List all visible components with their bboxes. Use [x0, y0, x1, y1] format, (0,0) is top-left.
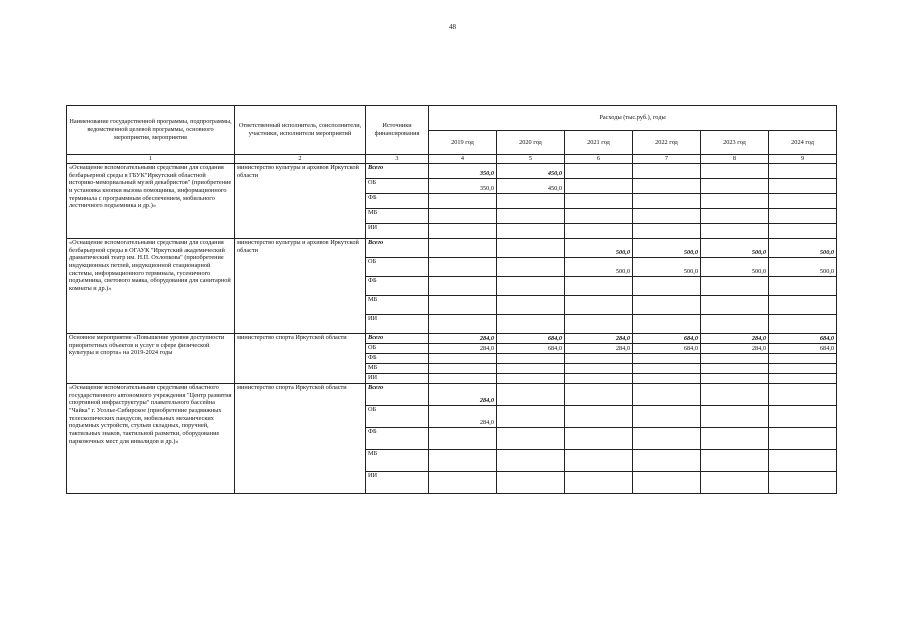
expense-value — [701, 450, 769, 472]
table-row — [67, 239, 837, 258]
expense-value: 284,0 — [701, 344, 769, 354]
expense-value — [565, 315, 633, 334]
activity-name: Основное мероприятие «Повышение уровня доступности приоритетных объектов и услуг в сфере физической культуры и спорта» на 2019-2024 годы — [67, 334, 235, 384]
expense-value: 284,0 — [565, 344, 633, 354]
expense-value — [497, 315, 565, 334]
funding-source: Всего — [366, 239, 429, 258]
expense-value — [633, 406, 701, 428]
funding-source: ФБ — [366, 428, 429, 450]
expense-value — [633, 179, 701, 194]
expense-value — [769, 164, 837, 179]
expense-value — [497, 239, 565, 258]
expense-value: 450,0 — [497, 164, 565, 179]
expense-value — [497, 374, 565, 384]
expense-value — [633, 354, 701, 364]
expense-value — [429, 296, 497, 315]
expense-value: 684,0 — [633, 334, 701, 344]
expense-value — [497, 194, 565, 209]
funding-source: ОБ — [366, 258, 429, 277]
header-expenses: Расходы (тыс.руб.), годы — [429, 106, 837, 131]
expense-value — [769, 277, 837, 296]
expense-value: 500,0 — [701, 258, 769, 277]
table-body — [67, 164, 837, 494]
responsible-executor: министерство культуры и архивов Иркутской области — [235, 239, 366, 334]
expense-value — [701, 364, 769, 374]
expense-value — [497, 296, 565, 315]
expense-value — [429, 428, 497, 450]
expense-value — [497, 277, 565, 296]
funding-source: ОБ — [366, 406, 429, 428]
column-number: 6 — [565, 155, 633, 164]
activity-name: «Оснащение вспомогательными средствами для создания безбарьерной среды в ОГАУК "Иркутский академический драматический театр им. Н.П. Охлопкова" (приобретение индукционных петлей, индукционной стационарной системы, информационного терминала, гусеничного подъемника, светового маяка, оборудования для санитарной комнаты и др.)» — [67, 239, 235, 334]
expense-value — [701, 209, 769, 224]
expense-value — [565, 194, 633, 209]
funding-source: ФБ — [366, 277, 429, 296]
column-number: 7 — [633, 155, 701, 164]
expense-value: 284,0 — [701, 334, 769, 344]
expense-value — [497, 364, 565, 374]
expense-value: 500,0 — [565, 258, 633, 277]
expense-value: 500,0 — [633, 258, 701, 277]
expense-value — [769, 354, 837, 364]
expense-value: 684,0 — [769, 334, 837, 344]
expense-value — [497, 428, 565, 450]
expense-value — [565, 224, 633, 239]
expense-value — [565, 374, 633, 384]
expense-value — [429, 315, 497, 334]
expense-value — [565, 428, 633, 450]
header-sources: Источники финансирования — [366, 106, 429, 155]
expense-value — [701, 354, 769, 364]
expense-value — [633, 194, 701, 209]
expense-value — [429, 277, 497, 296]
expense-value: 684,0 — [497, 344, 565, 354]
activity-name: «Оснащение вспомогательными средствами областного государственного автономного учреждения "Центр развития спортивной инфраструктуры" плавательного бассейна "Чайка" г. Усолье-Сибирское (приобретение раздвижных телескопических пандусов, мобильных механических подъемных устройств, стульев складных, поручней, тактильных знаков, тактильной разметки, оборудование парковочных мест для инвалидов и др.)» — [67, 384, 235, 494]
budget-table — [66, 105, 837, 494]
expense-value — [769, 374, 837, 384]
expense-value: 284,0 — [565, 334, 633, 344]
expense-value: 284,0 — [429, 406, 497, 428]
expense-value — [429, 364, 497, 374]
responsible-executor: министерство спорта Иркутской области — [235, 334, 366, 384]
column-number: 9 — [769, 155, 837, 164]
expense-value — [497, 450, 565, 472]
funding-source: МБ — [366, 296, 429, 315]
expense-value — [701, 374, 769, 384]
expense-value: 284,0 — [429, 344, 497, 354]
expense-value — [565, 209, 633, 224]
expense-value — [565, 450, 633, 472]
expense-value — [701, 277, 769, 296]
expense-value — [429, 354, 497, 364]
expense-value — [701, 194, 769, 209]
expense-value — [769, 472, 837, 494]
expense-value — [633, 164, 701, 179]
header-year: 2021 год — [565, 131, 633, 155]
expense-value — [497, 258, 565, 277]
expense-value — [701, 164, 769, 179]
expense-value — [497, 224, 565, 239]
expense-value — [769, 450, 837, 472]
column-number-row — [67, 155, 837, 164]
expense-value — [429, 450, 497, 472]
header-name: Наименование государственной программы, подпрограммы, ведомственной целевой программы, основного мероприятия, мероприятия — [67, 106, 235, 155]
expense-value — [633, 224, 701, 239]
expense-value — [701, 472, 769, 494]
funding-source: ФБ — [366, 354, 429, 364]
expense-value — [429, 374, 497, 384]
expense-value: 284,0 — [429, 334, 497, 344]
expense-value — [565, 277, 633, 296]
expense-value: 684,0 — [769, 344, 837, 354]
expense-value — [701, 296, 769, 315]
page-number: 48 — [449, 23, 456, 31]
funding-source: ФБ — [366, 194, 429, 209]
expense-value — [565, 364, 633, 374]
expense-value — [565, 179, 633, 194]
expense-value — [701, 384, 769, 406]
expense-value: 284,0 — [429, 384, 497, 406]
expense-value — [769, 224, 837, 239]
header-year: 2019 год — [429, 131, 497, 155]
funding-source: ИИ — [366, 224, 429, 239]
expense-value: 350,0 — [429, 179, 497, 194]
funding-source: ИИ — [366, 315, 429, 334]
header-responsible: Ответственный исполнитель, соисполнители, участники, исполнители мероприятий — [235, 106, 366, 155]
funding-source: МБ — [366, 450, 429, 472]
expense-value — [701, 179, 769, 194]
expense-value — [701, 224, 769, 239]
expense-value — [701, 406, 769, 428]
header-year: 2024 год — [769, 131, 837, 155]
expense-value — [633, 277, 701, 296]
expense-value: 500,0 — [701, 239, 769, 258]
expense-value — [769, 179, 837, 194]
expense-value: 500,0 — [769, 239, 837, 258]
expense-value: 684,0 — [497, 334, 565, 344]
expense-value — [769, 364, 837, 374]
expense-value — [633, 428, 701, 450]
expense-value — [769, 296, 837, 315]
header-year: 2020 год — [497, 131, 565, 155]
expense-value — [769, 406, 837, 428]
expense-value — [769, 315, 837, 334]
expense-value — [429, 224, 497, 239]
column-number: 8 — [701, 155, 769, 164]
funding-source: ОБ — [366, 179, 429, 194]
column-number: 1 — [67, 155, 235, 164]
header-year: 2022 год — [633, 131, 701, 155]
funding-source: Всего — [366, 164, 429, 179]
expense-value — [565, 384, 633, 406]
expense-value — [769, 194, 837, 209]
expense-value — [565, 296, 633, 315]
expense-value — [769, 428, 837, 450]
expense-value — [633, 364, 701, 374]
table-row — [67, 384, 837, 406]
expense-value — [633, 315, 701, 334]
column-number: 2 — [235, 155, 366, 164]
expense-value — [633, 296, 701, 315]
column-number: 4 — [429, 155, 497, 164]
expense-value — [633, 209, 701, 224]
column-number: 5 — [497, 155, 565, 164]
expense-value — [769, 209, 837, 224]
expense-value — [497, 384, 565, 406]
expense-value — [429, 258, 497, 277]
expense-value: 684,0 — [633, 344, 701, 354]
expense-value — [497, 354, 565, 364]
expense-value — [497, 209, 565, 224]
funding-source: ИИ — [366, 472, 429, 494]
expense-value: 450,0 — [497, 179, 565, 194]
expense-value: 500,0 — [769, 258, 837, 277]
expense-value — [429, 239, 497, 258]
table-row — [67, 164, 837, 179]
expense-value — [429, 472, 497, 494]
expense-value — [429, 209, 497, 224]
expense-value — [565, 164, 633, 179]
header-year: 2023 год — [701, 131, 769, 155]
activity-name: «Оснащение вспомогательными средствами для создания безбарьерной среды в ГБУК"Иркутский областной историко-мемориальный музей декабристов" (приобретение и установка кнопки вызова помощника, информационного терминала с программным обеспечением, мобильного лестничного подъемника и др.)» — [67, 164, 235, 239]
responsible-executor: министерство спорта Иркутской области — [235, 384, 366, 494]
expense-value — [633, 472, 701, 494]
funding-source: ОБ — [366, 344, 429, 354]
expense-value — [497, 406, 565, 428]
expense-value — [769, 384, 837, 406]
expense-value — [701, 428, 769, 450]
expense-value — [633, 374, 701, 384]
expense-value — [633, 384, 701, 406]
funding-source: МБ — [366, 209, 429, 224]
table-row — [67, 334, 837, 344]
expense-value: 350,0 — [429, 164, 497, 179]
expense-value — [633, 450, 701, 472]
expense-value — [429, 194, 497, 209]
expense-value — [565, 472, 633, 494]
responsible-executor: министерство культуры и архивов Иркутской области — [235, 164, 366, 239]
funding-source: ИИ — [366, 374, 429, 384]
expense-value — [565, 406, 633, 428]
expense-value: 500,0 — [633, 239, 701, 258]
expense-value — [565, 354, 633, 364]
funding-source: Всего — [366, 334, 429, 344]
expense-value — [701, 315, 769, 334]
expense-value: 500,0 — [565, 239, 633, 258]
funding-source: Всего — [366, 384, 429, 406]
column-number: 3 — [366, 155, 429, 164]
expense-value — [497, 472, 565, 494]
funding-source: МБ — [366, 364, 429, 374]
